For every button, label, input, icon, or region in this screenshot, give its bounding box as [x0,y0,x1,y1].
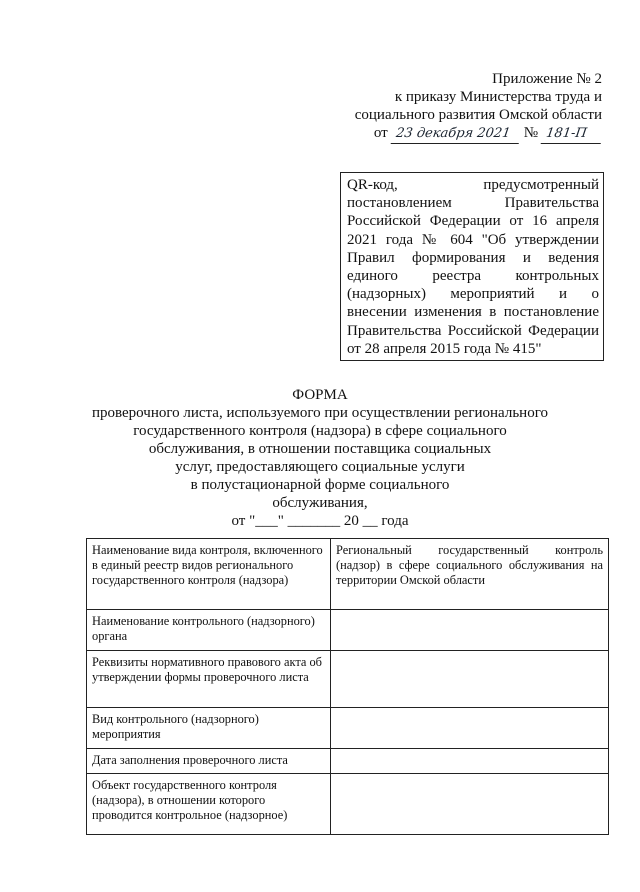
row-label: Объект государственного контроля (надзора), в отношении которого проводится контрольное (надзорное) [87,774,331,835]
from-prefix: от [373,125,388,141]
form-title-line: обслуживания, [272,495,368,511]
checklist-info-table [86,538,609,835]
form-title-line: в полустационарной форме социального [190,477,450,493]
row-label: Реквизиты нормативного правового акта об утверждении формы проверочного листа [87,651,331,708]
table-row [87,774,609,835]
row-label: Вид контрольного (надзорного) мероприятия [87,708,331,749]
form-title-block [0,386,640,530]
row-label: Наименование контрольного (надзорного) органа [87,610,331,651]
row-value [331,708,609,749]
appendix-header [355,70,602,144]
form-date-line: от "___" _______ 20 __ года [231,513,409,529]
form-heading: ФОРМА [292,387,348,403]
handwritten-date: 23 декабря 2021 [390,125,521,144]
form-title-line: государственного контроля (надзора) в сфере социального [133,423,507,439]
appendix-number: Приложение № 2 [492,71,602,87]
row-value [331,749,609,774]
table-row [87,708,609,749]
form-title-line: услуг, предоставляющего социальные услуги [175,459,465,475]
table-row [87,749,609,774]
table-row [87,651,609,708]
row-label: Дата заполнения проверочного листа [87,749,331,774]
order-date-line [355,124,602,144]
row-value [331,651,609,708]
qr-code-note-box: QR-код, предусмотренный постановлением Правительства Российской Федерации от 16 апреля 2021 года № 604 "Об утверждении Правил формирования и ведения единого реестра контрольных (надзорных) мероприятий и о внесении изменения в постановление Правительства Российской Федерации от 28 апреля 2015 года № 415" [340,172,604,361]
form-title-line: проверочного листа, используемого при осуществлении регионального [92,405,548,421]
row-value [331,774,609,835]
row-label: Наименование вида контроля, включенного в единый реестр видов регионального государственного контроля (надзора) [87,539,331,610]
order-reference: к приказу Министерства труда и [394,89,602,105]
number-prefix: № [523,125,538,141]
table-row [87,610,609,651]
handwritten-number: 181-П [541,125,604,144]
form-title-line: обслуживания, в отношении поставщика социальных [148,441,492,457]
table-row [87,539,609,610]
ministry-name: социального развития Омской области [354,107,602,123]
row-value: Региональный государственный контроль (надзор) в сфере социального обслуживания на территории Омской области [331,539,609,610]
row-value [331,610,609,651]
